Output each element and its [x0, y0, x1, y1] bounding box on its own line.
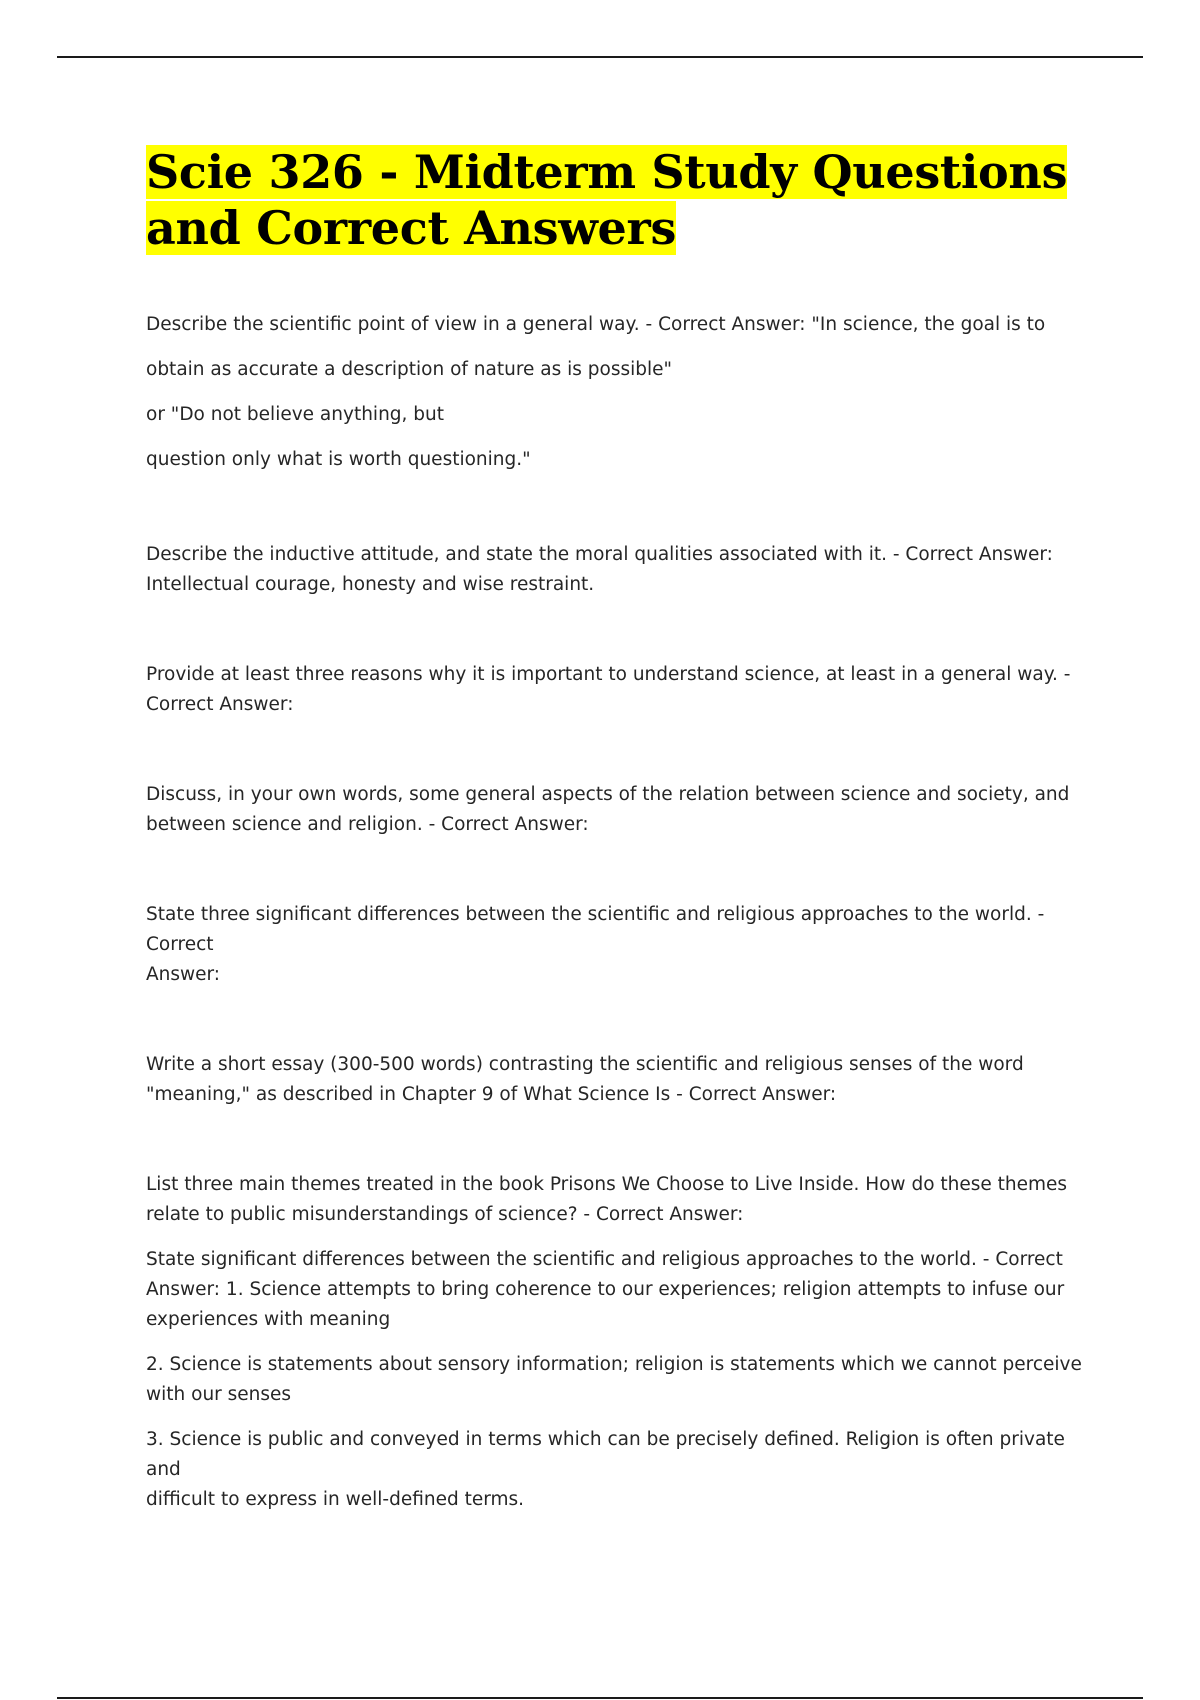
- qa-line: 2. Science is statements about sensory information; religion is statements which we cannot perceive: [146, 1354, 1082, 1375]
- qa-item-5: [146, 900, 1091, 990]
- top-rule: [57, 56, 1143, 58]
- qa-item-3: [146, 660, 1091, 720]
- qa-item-4: [146, 780, 1091, 840]
- qa-line: Write a short essay (300-500 words) contrasting the scientific and religious senses of the word: [146, 1054, 1024, 1075]
- bottom-rule: [57, 1697, 1143, 1699]
- qa-list: [146, 302, 1091, 1515]
- qa-line: State three significant differences between the scientific and religious approaches to the world. - Correct: [146, 904, 1045, 955]
- qa-line: Answer:: [146, 964, 221, 985]
- qa-item-7: [146, 1170, 1091, 1230]
- qa-line: obtain as accurate a description of nature as is possible": [146, 359, 673, 380]
- qa-line: question only what is worth questioning.": [146, 449, 531, 470]
- qa-line: Answer: 1. Science attempts to bring coherence to our experiences; religion attempts to infuse our: [146, 1279, 1065, 1300]
- qa-line: relate to public misunderstandings of science? - Correct Answer:: [146, 1204, 744, 1225]
- qa-line: between science and religion. - Correct Answer:: [146, 814, 589, 835]
- qa-item-8: [146, 1245, 1091, 1335]
- qa-line: Discuss, in your own words, some general aspects of the relation between science and society, and: [146, 784, 1070, 805]
- qa-line: State significant differences between the scientific and religious approaches to the world. - Correct: [146, 1249, 1063, 1270]
- qa-line: experiences with meaning: [146, 1309, 391, 1330]
- qa-line: or "Do not believe anything, but: [146, 404, 445, 425]
- qa-line: difficult to express in well-defined terms.: [146, 1489, 525, 1510]
- qa-line: "meaning," as described in Chapter 9 of What Science Is - Correct Answer:: [146, 1084, 837, 1105]
- qa-line: 3. Science is public and conveyed in terms which can be precisely defined. Religion is often private and: [146, 1429, 1065, 1480]
- qa-item-10: [146, 1425, 1091, 1515]
- qa-item-1: [146, 302, 1091, 482]
- qa-item-2: [146, 540, 1091, 600]
- document-title: Scie 326 - Midterm Study Questions and Correct Answers: [146, 145, 1068, 255]
- qa-line: Intellectual courage, honesty and wise restraint.: [146, 574, 595, 595]
- qa-line: List three main themes treated in the book Prisons We Choose to Live Inside. How do these themes: [146, 1174, 1068, 1195]
- qa-item-9: [146, 1350, 1091, 1410]
- qa-line: Describe the inductive attitude, and state the moral qualities associated with it. - Correct Answer:: [146, 544, 1053, 565]
- qa-line: with our senses: [146, 1384, 292, 1405]
- qa-item-6: [146, 1050, 1091, 1110]
- qa-line: Describe the scientific point of view in a general way. - Correct Answer: "In science, the goal is to: [146, 314, 1046, 335]
- document-body: [146, 144, 1091, 1515]
- qa-line: Provide at least three reasons why it is important to understand science, at least in a general way. -: [146, 664, 1071, 685]
- qa-line: Correct Answer:: [146, 694, 294, 715]
